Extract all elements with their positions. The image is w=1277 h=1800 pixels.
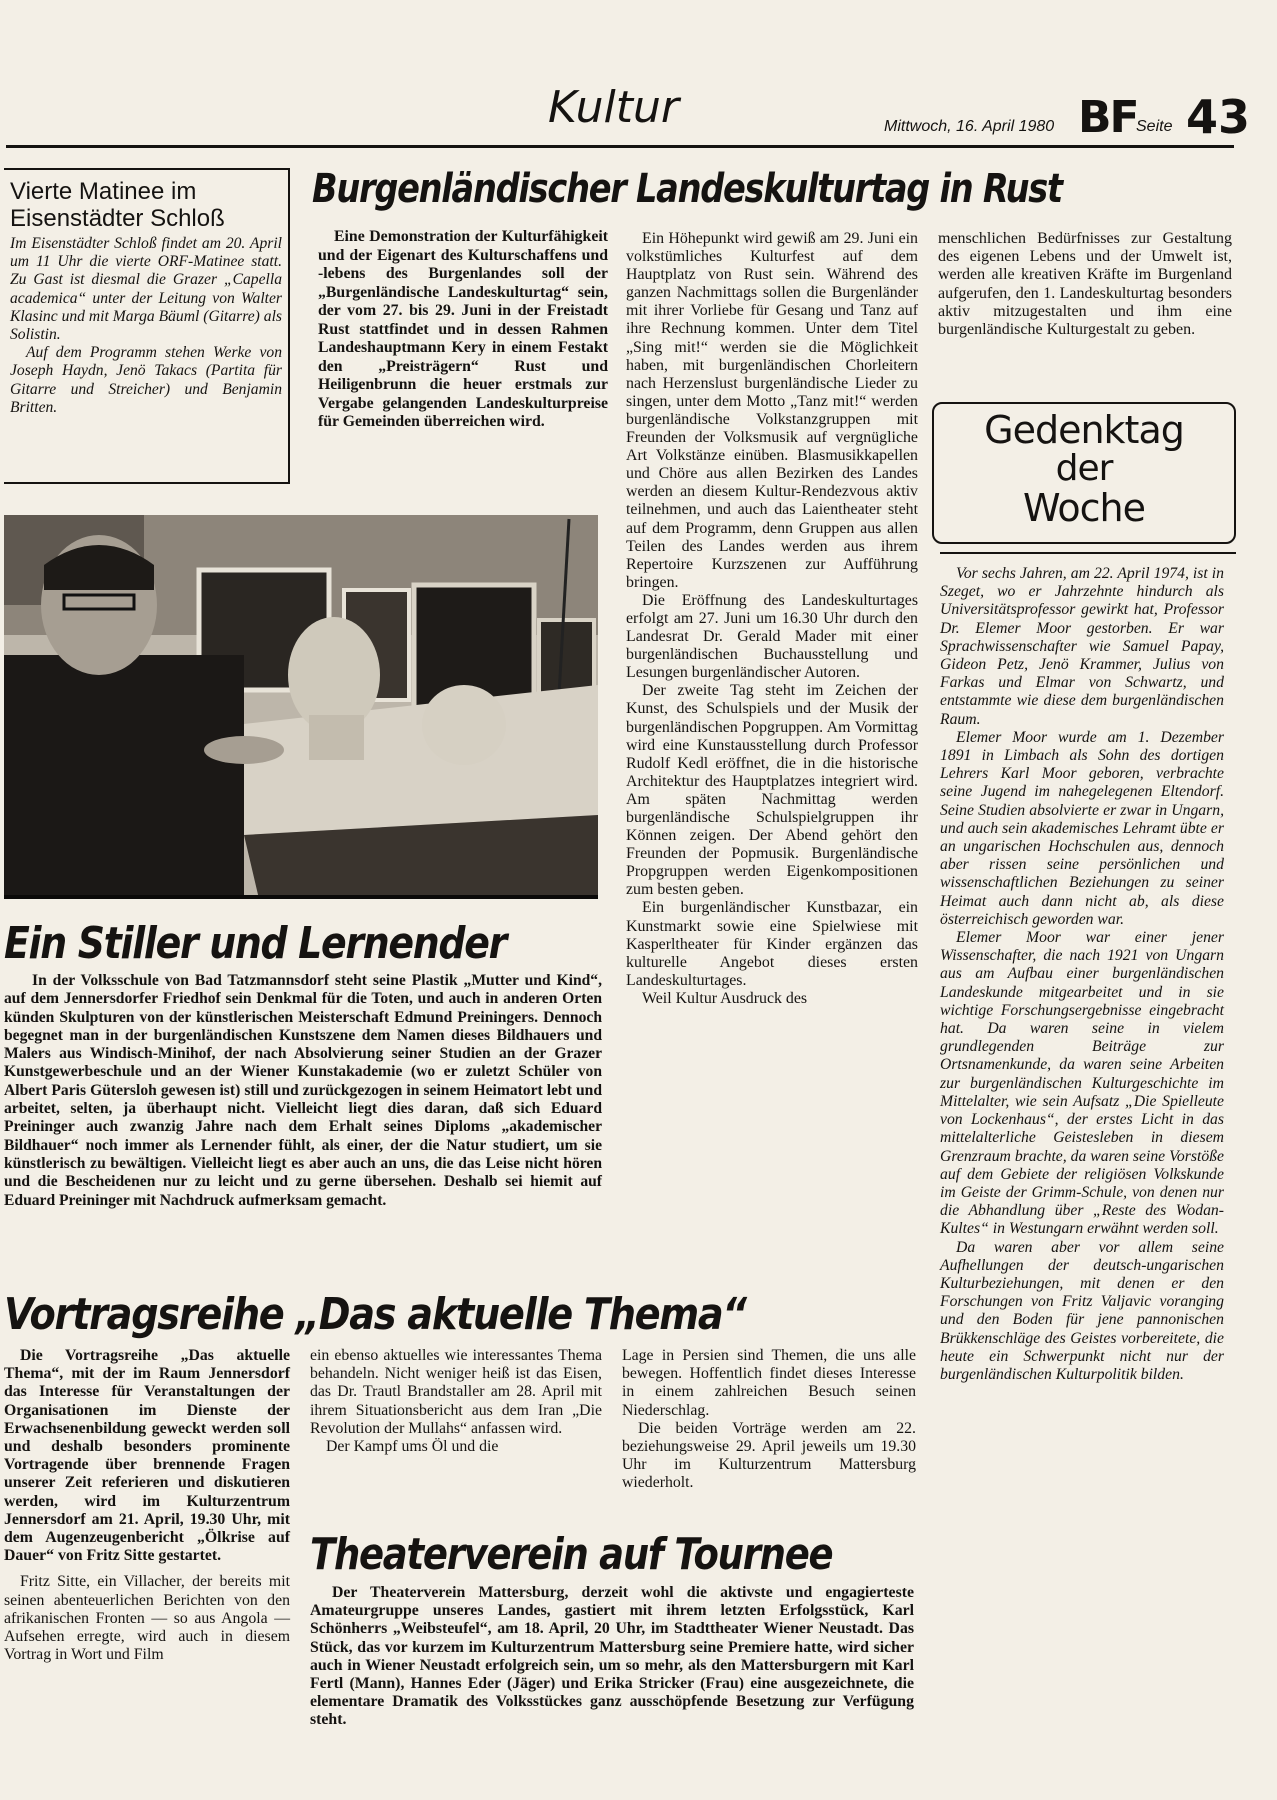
newspaper-logo: BF [1078,92,1138,143]
gedenktag-divider [940,552,1236,554]
page-label: Seite [1136,118,1173,135]
article-paragraph: Der Kampf ums Öl und die [326,1438,499,1456]
sculptor-photo [4,515,598,899]
header-rule [6,145,1234,148]
matinee-title: Vierte Matinee im Eisenstädter Schloß [10,178,225,232]
gedenktag-title-line-2: der [1055,448,1113,489]
issue-date: Mittwoch, 16. April 1980 [884,118,1055,135]
gedenktag-paragraph: Vor sechs Jahren, am 22. April 1974, ist in Szeget, wo er Jahrzehnte hindurch als Universitätsprofessor gewirkt hat, Professor Dr. Elemer Moor gestorben. Er war Sprachwissenschafter wie Samuel Papay, Gideon Petz, Jenö Krammer, Julius von Farkas und Elmar von Schwartz, und entstammte wie diese dem burgenländischen Raum. [940,565,1224,728]
headline-vortragsreihe: Vortragsreihe „Das aktuelle Thema“ [4,1289,746,1340]
headline-stiller: Ein Stiller und Lernender [4,918,506,969]
sculptor-photo-image [4,515,598,899]
article-paragraph: Der zweite Tag steht im Zeichen der Kunst, des Schulspiels und der Musik der burgenländischen Popgruppen. Am Vormittag wird eine Kunstausstellung durch Professor Rudolf Kedl eröffnet, die in die historische Architektur des Hauptplatzes integriert wird. Am späten Nachmittag werden burgenländische Schulspielgruppen ihr Können zeigen. Der Abend gehört den Freunden der Popmusik. Burgenländische Propgruppen werden Eigenkompositionen zum besten geben. [626,682,918,899]
article-paragraph: Die Eröffnung des Landeskulturtages erfolgt am 27. Juni um 16.30 Uhr durch den Landesrat Dr. Gerald Mader mit einer burgenländischen Buchausstellung und Lesungen burgenländischer Autoren. [626,591,918,682]
landeskulturtag-column-2 [626,230,918,1008]
article-paragraph: Die beiden Vorträge werden am 22. beziehungsweise 29. April jeweils um 19.30 Uhr im Kulturzentrum Mattersburg wiederholt. [622,1419,916,1492]
gedenktag-title-line-1: Gedenktag [984,408,1184,452]
article-paragraph: Ein Höhepunkt wird gewiß am 29. Juni ein volkstümliches Kulturfest auf dem Hauptplatz von Rust sein. Während des ganzen Nachmittags sollen die Burgenländer mit ihrer Vorliebe für Gesang und Tanz auf ihre Rechnung kommen. Unter dem Titel „Sing mit!“ werden sie die Möglichkeit haben, mit burgenländischen Chorleitern nach Herzenslust burgenländische Lieder zu singen, unter dem Motto „Tanz mit!“ werden burgenländische Volkstanzgruppen mit Freunden der Volksmusik auf vergnügliche Art Volkstänze einüben. Blasmusikkapellen und Chöre aus allen Bezirken des Landes werden an diesem Kultur-Rendezvous aktiv teilnehmen, und auch das Laientheater steht auf dem Programm, denn Gruppen aus allen Teilen des Landes werden aus ihrem Repertoire Kurzszenen zur Aufführung bringen. [626,230,918,591]
vortragsreihe-column-2 [310,1347,602,1456]
landeskulturtag-column-3: menschlichen Bedürfnisses zur Gestaltung des eigenen Lebens und der Umwelt ist, werden alle kreativen Kräfte im Burgenland aufgerufen, den 1. Landeskulturtag besonders aktiv mitzugestalten und ihm eine burgenländische Kulturgestalt zu geben. [938,230,1232,339]
article-paragraph: Ein burgenländischer Kunstbazar, ein Kunstmarkt sowie eine Spielwiese mit Kasperltheater für Kinder ergänzen das kulturelle Angebot dieses ersten Landeskulturtages. [626,899,918,989]
matinee-paragraph: Im Eisenstädter Schloß findet am 20. April um 11 Uhr die vierte ORF-Matinee statt. Zu Gast ist diesmal die Grazer „Capella academica“ unter der Leitung von Walter Klasinc und mit Marga Bäuml (Gitarre) als Solistin. [10,235,282,344]
vortragsreihe-column-3 [622,1347,916,1493]
matinee-body [10,235,282,417]
headline-landeskulturtag: Burgenländischer Landeskulturtag in Rust [312,166,1062,212]
gedenktag-paragraph: Elemer Moor war einer jener Wissenschafter, die nach 1921 von Ungarn aus am Aufbau einer burgenländischen Landeskunde mitgearbeitet und in sie wichtige Forschungsergebnisse eingebracht hat. Da waren seine in vielem grundlegenden Beiträge zur Ortsnamenkunde, da waren seine Arbeiten zur burgenländischen Kulturgeschichte im Mittelalter, wie sein Aufsatz „Die Spielleute von Lockenhaus“, der erstes Licht in das mittelalterliche Geistesleben in diesem Grenzraum brachte, da waren seine Vorstöße auf dem Gebiete der religiösen Volkskunde im Geiste der Grimm-Schule, von denen nur die Abhandlung über „Reste des Wodan-Kultes“ in Westungarn erwähnt werden soll. [940,929,1224,1238]
matinee-paragraph: Auf dem Programm stehen Werke von Joseph Haydn, Jenö Takacs (Partita für Gitarre und Streicher) und Benjamin Britten. [10,344,282,416]
gedenktag-column [940,565,1224,1384]
article-paragraph: Lage in Persien sind Themen, die uns alle bewegen. Hoffentlich findet dieses Interesse in einem zahlreichen Besuch seinen Niederschlag. [622,1347,916,1419]
theaterverein-body: Der Theaterverein Mattersburg, derzeit wohl die aktivste und engagierteste Amateurgruppe unseres Landes, gastiert mit ihrem letzten Erfolgsstück, Karl Schönherrs „Weibsteufel“, am 18. April, 20 Uhr, im Stadttheater Wiener Neustadt. Das Stück, das vor kurzem im Kulturzentrum Mattersburg seine Premiere hatte, wird sicher auch in Wiener Neustadt erfolgreich sein, um so mehr, als den Mattersburgern mit Karl Fertl (Mann), Hannes Eder (Jäger) und Erika Stricker (Frau) eine ausgezeichnete, die elementare Dramatik des Volksstückes ganz ausschöpfende Besetzung zur Verfügung steht. [310,1584,914,1729]
article-paragraph: ein ebenso aktuelles wie interessantes Thema behandeln. Nicht weniger heiß ist das Eisen, das Dr. Trautl Brandstaller am 28. April mit ihrem Situationsbericht aus dem Iran „Die Revolution der Mullahs“ anfassen wird. [310,1347,602,1437]
headline-theaterverein: Theaterverein auf Tournee [310,1529,833,1580]
article-paragraph: Fritz Sitte, ein Villacher, der bereits mit seinen abenteuerlichen Berichten von den afrikanischen Fronten — so aus Angola — Aufsehen erregte, wird auch in diesem Vortrag in Wort und Film [4,1573,290,1664]
article-paragraph: Die Vortragsreihe „Das aktuelle Thema“, mit der im Raum Jennersdorf das Interesse für Veranstaltungen der Organisationen im Dienste der Erwachsenenbildung geweckt werden soll und deshalb besonders prominente Vortragende über brennende Fragen unserer Zeit referieren und diskutieren werden, wird im Kulturzentrum Jennersdorf am 21. April, 19.30 Uhr, mit dem Augenzeugenbericht „Ölkrise auf Dauer“ von Fritz Sitte gestartet. [4,1347,290,1565]
gedenktag-paragraph: Elemer Moor wurde am 1. Dezember 1891 in Limbach als Sohn des dortigen Lehrers Karl Moor geboren, verbrachte seine Jugend im nahegelegenen Eltendorf. Seine Studien absolvierte er zwar in Ungarn, und auch sein akademisches Lehramt übte er an ungarischen Hochschulen aus, dennoch aber rissen seine persönlichen und wissenschaftlichen Beziehungen zu seiner Heimat auch dann nicht ab, als diese österreichisch geworden war. [940,728,1224,928]
landeskulturtag-lead: Eine Demonstration der Kulturfähigkeit und der Eigenart des Kulturschaffens und -lebens des Burgenlandes soll der „Burgenländische Landeskulturtag“ sein, der vom 27. bis 29. Juni in der Freistadt Rust stattfindet und in dessen Rahmen Landeshauptmann Kery in einem Festakt den „Preisträgern“ Rust und Heiligenbrunn die heuer erstmals zur Vergabe gelangenden Landeskulturpreise für Gemeinden überreichen wird. [318,228,608,430]
article-paragraph: Weil Kultur Ausdruck des [642,989,808,1007]
gedenktag-title-line-3: Woche [1023,486,1145,530]
section-title: Kultur [548,82,680,133]
vortragsreihe-column-1 [4,1347,290,1664]
gedenktag-paragraph: Da waren aber vor allem seine Aufhellungen der deutsch-ungarischen Kulturbeziehungen, mit denen er den Forschungen von Fritz Valjavic voranging und den Boden für jene pannonischen Brükkenschläge des Geistes vorbereitete, die heute ein Schwerpunkt nicht nur der burgenländischen Kulturpolitik bilden. [940,1238,1224,1383]
page-number: 43 [1186,90,1251,144]
gedenktag-box [932,402,1236,544]
stiller-body: In der Volksschule von Bad Tatzmannsdorf steht seine Plastik „Mutter und Kind“, auf dem Jennersdorfer Friedhof sein Denkmal für die Toten, und auch in anderen Orten künden Skulpturen von der künstlerischen Meisterschaft Edmund Preiningers. Dennoch begegnet man in der burgenländischen Kunstszene dem Namen dieses Bildhauers und Malers aus Windisch-Minihof, der nach Absolvierung seiner Studien an der Grazer Kunstgewerbeschule und an der Wiener Kunstakademie (wo er zuletzt Schüler von Albert Paris Gütersloh gewesen ist) still und zurückgezogen in seinem Heimatort lebt und arbeitet, selten, ja überhaupt nicht. Vielleicht liegt dies daran, daß sich Eduard Preininger auch zwanzig Jahre nach dem Erhalt seines Diploms „akademischer Bildhauer“ noch immer als Lernender fühlt, als einer, der die Natur studiert, um sie künstlerisch zu bewältigen. Vielleicht liegt es aber auch an uns, die das Leise nicht hören und die Bescheidenen nur zu leicht und zu gerne übersehen. Deshalb sei hiemit auf Eduard Preininger mit Nachdruck aufmerksam gemacht. [4,972,602,1209]
